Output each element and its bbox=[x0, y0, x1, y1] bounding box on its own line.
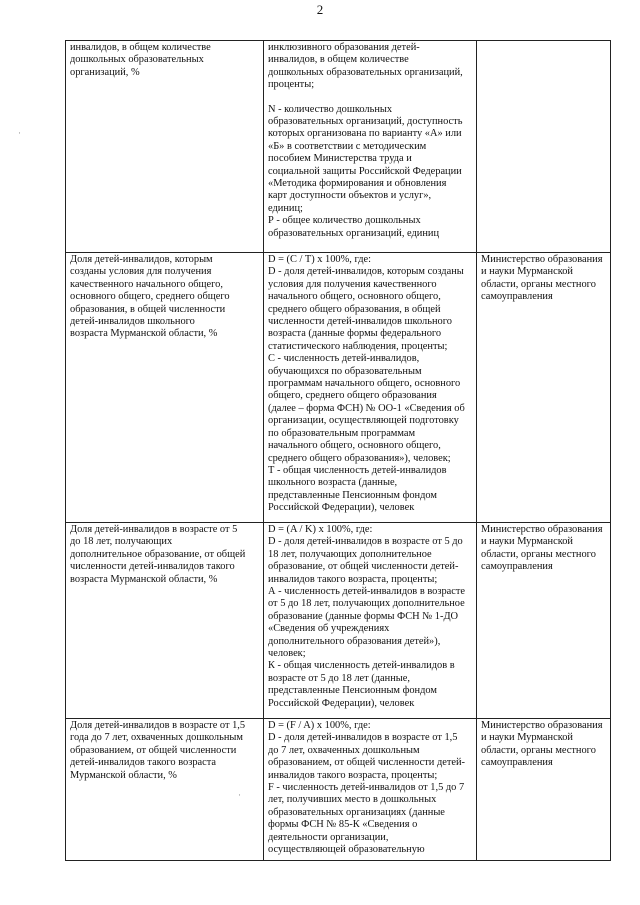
responsible-cell: Министерство образования и науки Мурманской области, органы местного самоуправления bbox=[477, 253, 611, 523]
indicator-cell: Доля детей-инвалидов, которым созданы условия для получения качественного начального общего, основного общего, среднего общего образования, в общей численности детей-инвалидов школьного возраста Мурманской области, % bbox=[66, 253, 264, 523]
table-row bbox=[66, 41, 611, 253]
formula-cell: D = (A / K) x 100%, где: D - доля детей-инвалидов в возрасте от 5 до 18 лет, получающих дополнительное образование, от общей численности детей- инвалидов такого возраста, проценты; А - численность детей-инвалидов в возрасте от 5 до 18 лет, получающих дополнительное образование (данные формы ФСН № 1-ДО «Сведения об учреждениях дополнительного образования детей»), человек; К - общая численность детей-инвалидов в возрасте от 5 до 18 лет (данные, представленные Пенсионным фондом Российской Федерации), человек bbox=[264, 523, 477, 719]
responsible-cell: Министерство образования и науки Мурманской области, органы местного самоуправления bbox=[477, 523, 611, 719]
responsible-cell bbox=[477, 41, 611, 253]
page-number: 2 bbox=[316, 2, 324, 17]
indicator-cell: Доля детей-инвалидов в возрасте от 5 до 18 лет, получающих дополнительное образование, от общей численности детей-инвалидов такого возраста Мурманской области, % bbox=[66, 523, 264, 719]
table-row bbox=[66, 719, 611, 861]
indicators-table bbox=[65, 40, 611, 861]
indicator-cell: Доля детей-инвалидов в возрасте от 1,5 года до 7 лет, охваченных дошкольным образованием, от общей численности детей-инвалидов такого возраста Мурманской области, % bbox=[66, 719, 264, 861]
scan-mark: · bbox=[18, 128, 21, 138]
table-row bbox=[66, 253, 611, 523]
formula-cell: D = (F / A) x 100%, где: D - доля детей-инвалидов в возрасте от 1,5 до 7 лет, охваченных дошкольным образованием, от общей численности детей- инвалидов такого возраста, проценты; F - численность детей-инвалидов от 1,5 до 7 лет, получивших место в дошкольных образовательных организациях (данные формы ФСН № 85-К «Сведения о деятельности организации, осуществляющей образовательную bbox=[264, 719, 477, 861]
table-row bbox=[66, 523, 611, 719]
formula-cell: D = (C / T) x 100%, где: D - доля детей-инвалидов, которым созданы условия для получения качественного начального общего, основного общего, среднего общего образования, в общей численности детей-инвалидов школьного возраста (данные формы федерального статистического наблюдения, проценты; С - численность детей-инвалидов, обучающихся по образовательным программам начального общего, основного общего, среднего общего образования (далее – форма ФСН) № ОО-1 «Сведения об организации, осуществляющей подготовку по образовательным программам начального общего, основного общего, среднего общего образования»), человек; Т - общая численность детей-инвалидов школьного возраста (данные, представленные Пенсионным фондом Российской Федерации), человек bbox=[264, 253, 477, 523]
responsible-cell: Министерство образования и науки Мурманской области, органы местного самоуправления bbox=[477, 719, 611, 861]
indicator-cell: инвалидов, в общем количестве дошкольных образовательных организаций, % bbox=[66, 41, 264, 253]
formula-cell: инклюзивного образования детей- инвалидов, в общем количестве дошкольных образовательных организаций, проценты; N - количество дошкольных образовательных организаций, доступность которых организована по варианту «А» или «Б» в соответствии с методическим пособием Министерства труда и социальной защиты Российской Федерации «Методика формирования и обновления карт доступности объектов и услуг», единиц; Р - общее количество дошкольных образовательных организаций, единиц bbox=[264, 41, 477, 253]
scan-mark: · bbox=[238, 790, 241, 800]
